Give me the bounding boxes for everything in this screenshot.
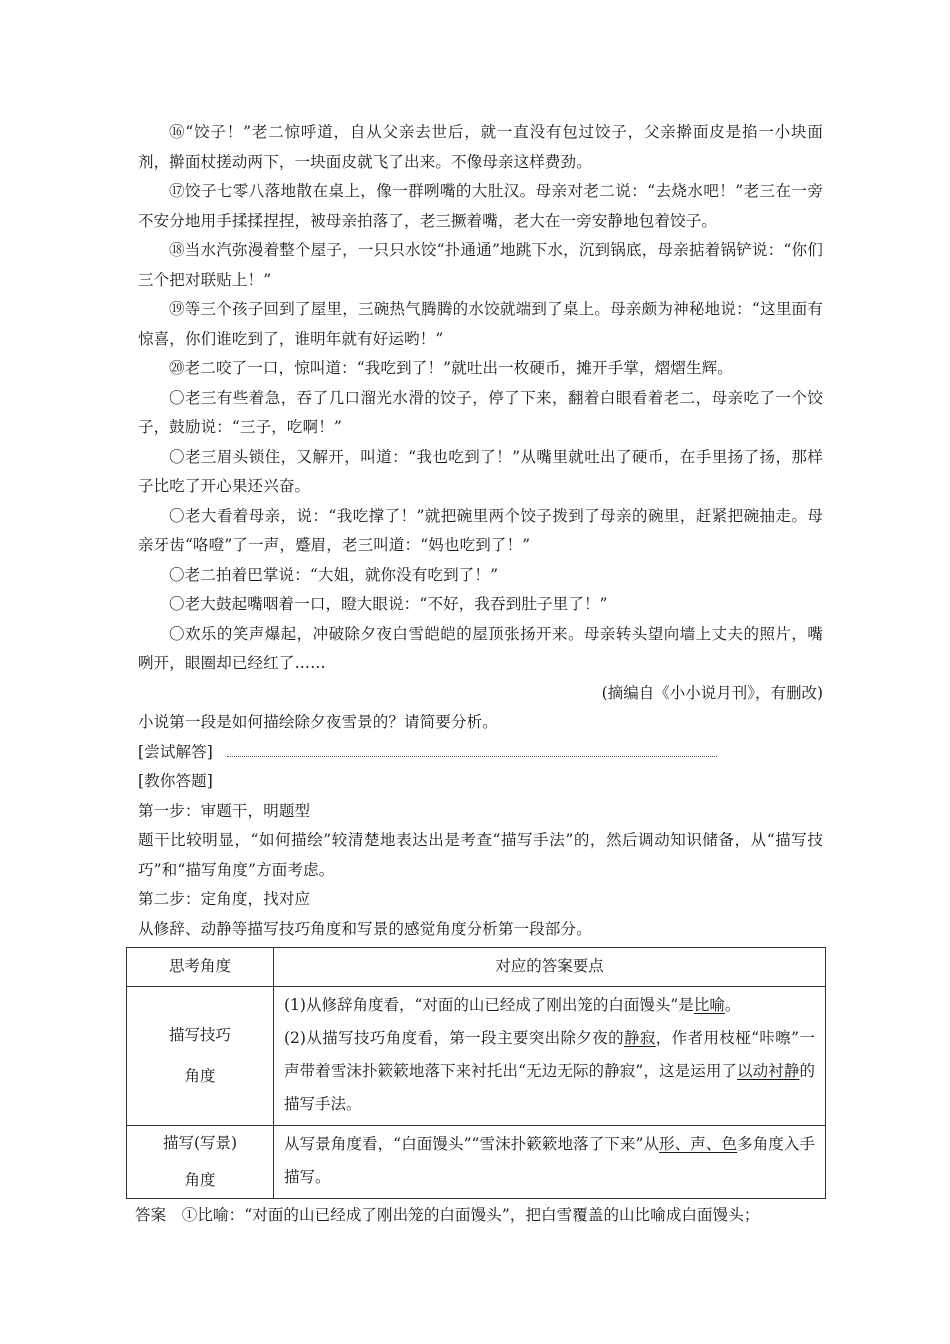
question-text: 小说第一段是如何描绘除夕夜雪景的？请简要分析。: [138, 713, 498, 731]
table-row: [127, 1126, 826, 1199]
paragraph-22: 〇老三眉头锁住，又解开，叫道：“我也吃到了！”从嘴里就吐出了硬币，在手里扬了扬，那样子比吃了开心果还兴奋。: [138, 447, 823, 495]
paragraph-23: 〇老大看着母亲，说：“我吃撑了！”就把碗里两个饺子拨到了母亲的碗里，赶紧把碗抽走。母亲牙齿“咯噔”了一声，蹙眉，老三叫道：“妈也吃到了！”: [138, 506, 823, 554]
step2-text: 从修辞、动静等描写技巧角度和写景的感觉角度分析第一段部分。: [138, 919, 592, 938]
answer-blank-line[interactable]: [227, 738, 717, 757]
step1-title: 第一步：审题干，明题型: [138, 801, 311, 820]
row-content-technique: [274, 987, 826, 1126]
paragraph-18: ⑱当水汽弥漫着整个屋子，一只只水饺“扑通通”地跳下水，沉到锅底，母亲掂着锅铲说：“你们三个把对联贴上！”: [138, 241, 823, 289]
table-header-points: 对应的答案要点: [274, 948, 826, 987]
point-scenery: 从写景角度看，“白面馒头”“雪沫扑簌簌地落了下来”从形、声、色多角度入手描写。: [284, 1135, 815, 1186]
table-header-row: [127, 948, 826, 987]
paragraph-19: ⑲等三个孩子回到了屋里，三碗热气腾腾的水饺就端到了桌上。母亲颇为神秘地说：“这里面有惊喜，你们谁吃到了，谁明年就有好运哟！”: [138, 300, 823, 348]
paragraph-24: 〇老二拍着巴掌说：“大姐，就你没有吃到了！”: [169, 565, 499, 584]
answer-text: 答案 ①比喻：“对面的山已经成了刚出笼的白面馒头”，把白雪覆盖的山比喻成白面馒头；: [135, 1206, 760, 1224]
try-answer-label: [尝试解答]: [138, 742, 213, 761]
document-page: [135, 118, 823, 1231]
underline-motion-contrast: 以动衬静: [737, 1062, 800, 1080]
paragraph-25: 〇老大鼓起嘴咽着一口，瞪大眼说：“不好，我吞到肚子里了！”: [169, 595, 608, 613]
try-answer-row: [138, 738, 823, 768]
source-citation: (摘编自《小小说月刊》，有删改): [601, 683, 823, 702]
paragraph-21: 〇老三有些着急，吞了几口溜光水滑的饺子，停了下来，翻着白眼看着老二，母亲吃了一个饺子，鼓励说：“三子，吃啊！”: [138, 388, 823, 436]
step1-text: 题干比较明显，“如何描绘”较清楚地表达出是考查“描写手法”的，然后调动知识储备，从“描写技巧”和“描写角度”方面考虑。: [138, 831, 823, 879]
table-row: [127, 987, 826, 1126]
underline-silence: 静寂: [624, 1029, 656, 1047]
underline-shape-sound-color: 形、声、色: [659, 1135, 738, 1153]
paragraph-26: 〇欢乐的笑声爆起，冲破除夕夜白雪皑皑的屋顶张扬开来。母亲转头望向墙上丈夫的照片，嘴咧开，眼圈却已经红了……: [138, 624, 823, 672]
point-rhetoric: (1)从修辞角度看，“对面的山已经成了刚出笼的白面馒头”是比喻。: [284, 996, 741, 1014]
paragraph-20: ⑳老二咬了一口，惊叫道：“我吃到了！”就吐出一枚硬币，摊开手掌，熠熠生辉。: [169, 359, 733, 377]
paragraph-16: ⑯“饺子！”老二惊呼道，自从父亲去世后，就一直没有包过饺子，父亲擀面皮是掐一小块面剂，擀面杖搓动两下，一块面皮就飞了出来。不像母亲这样费劲。: [138, 123, 823, 171]
row-label-technique: 描写技巧 角度: [127, 987, 274, 1126]
table-header-angle: 思考角度: [127, 948, 274, 987]
row-label-scenery: 描写(写景) 角度: [127, 1126, 274, 1199]
row-content-scenery: [274, 1126, 826, 1199]
point-technique: (2)从描写技巧角度看，第一段主要突出除夕夜的静寂，作者用枝桠“咔嚓”一声带着雪沫扑簌簌地落下来衬托出“无边无际的静寂”，这是运用了以动衬静的描写手法。: [284, 1029, 815, 1113]
paragraph-17: ⑰饺子七零八落地散在桌上，像一群咧嘴的大肚汉。母亲对老二说：“去烧水吧！”老三在一旁不安分地用手揉揉捏捏，被母亲拍落了，老三撅着嘴，老大在一旁安静地包着饺子。: [138, 182, 823, 230]
step2-title: 第二步：定角度，找对应: [138, 890, 311, 908]
underline-metaphor: 比喻: [693, 996, 725, 1014]
teach-label: [教你答题]: [138, 772, 213, 790]
analysis-table: [126, 947, 826, 1199]
